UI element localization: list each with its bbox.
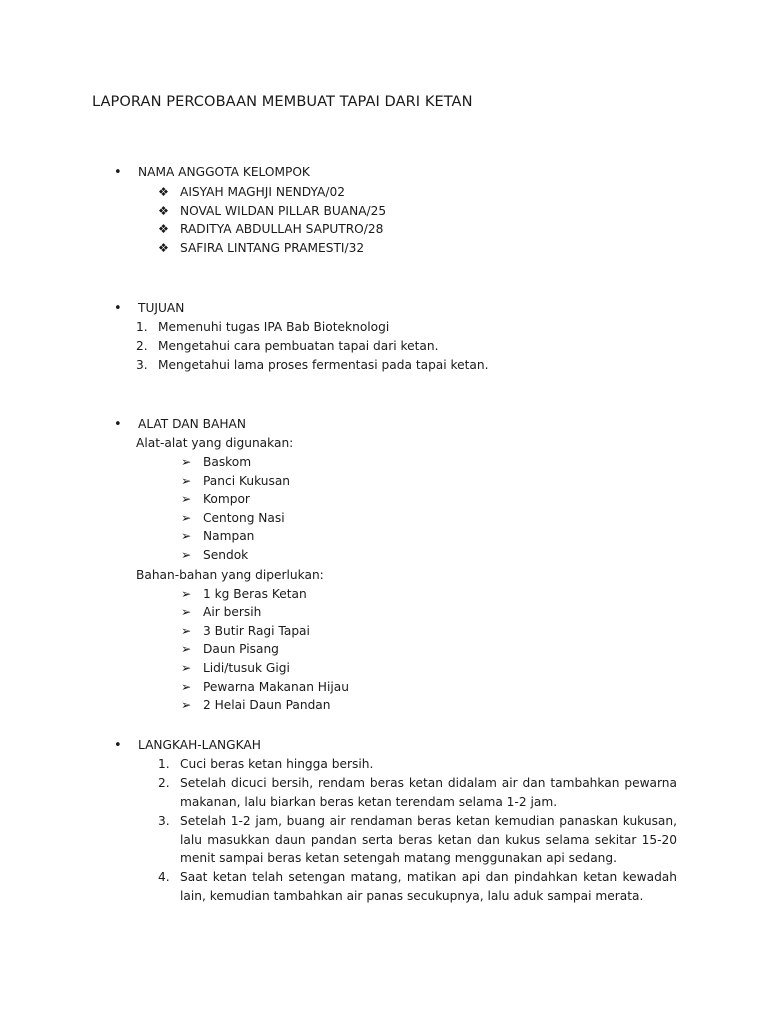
step-number: 2.	[158, 776, 170, 790]
document-title: LAPORAN PERCOBAAN MEMBUAT TAPAI DARI KETAN	[92, 93, 473, 110]
heading-text: LANGKAH-LANGKAH	[138, 738, 261, 752]
step-text: Setelah 1-2 jam, buang air rendaman beras ketan kemudian panaskan kukusan, lalu masukkan daun pandan serta beras ketan dan kukus selama sekitar 15-20 menit sampai beras ketan setengah matang menggunakan api sedang.	[180, 814, 677, 866]
arrow-icon: ➢	[181, 474, 192, 488]
step-number: 3.	[158, 814, 170, 828]
diamond-icon: ❖	[158, 222, 169, 236]
step-text: Setelah dicuci bersih, rendam beras ketan didalam air dan tambahkan pewarna makanan, lalu biarkan beras ketan terendam selama 1-2 jam.	[180, 776, 677, 809]
material-name: 1 kg Beras Ketan	[203, 587, 307, 601]
step-text: Saat ketan telah setengan matang, matikan api dan pindahkan ketan kewadah lain, kemudian tambahkan air panas secukupnya, lalu aduk sampai merata.	[180, 870, 677, 903]
bullet-icon: •	[114, 738, 122, 753]
tool-name: Centong Nasi	[203, 511, 285, 525]
arrow-icon: ➢	[181, 698, 192, 712]
item-text: Mengetahui lama proses fermentasi pada tapai ketan.	[158, 358, 489, 372]
item-text: Memenuhi tugas IPA Bab Bioteknologi	[158, 320, 390, 334]
arrow-icon: ➢	[181, 642, 192, 656]
diamond-icon: ❖	[158, 185, 169, 199]
item-text: Mengetahui cara pembuatan tapai dari ketan.	[158, 339, 439, 353]
member-name: AISYAH MAGHJI NENDYA/02	[180, 185, 345, 199]
step-text: Cuci beras ketan hingga bersih.	[180, 757, 374, 771]
item-number: 3.	[136, 358, 148, 372]
item-number: 2.	[136, 339, 148, 353]
member-name: SAFIRA LINTANG PRAMESTI/32	[180, 241, 365, 255]
step-number: 4.	[158, 870, 170, 884]
material-name: Lidi/tusuk Gigi	[203, 661, 290, 675]
arrow-icon: ➢	[181, 511, 192, 525]
bullet-icon: •	[114, 165, 122, 180]
tool-name: Panci Kukusan	[203, 474, 291, 488]
tool-name: Kompor	[203, 492, 250, 506]
section-heading-alat-bahan	[114, 417, 246, 432]
heading-text: TUJUAN	[138, 301, 185, 315]
material-name: Daun Pisang	[203, 642, 279, 656]
bullet-icon: •	[114, 301, 122, 316]
heading-text: ALAT DAN BAHAN	[138, 417, 246, 431]
diamond-icon: ❖	[158, 241, 169, 255]
tool-name: Baskom	[203, 455, 252, 469]
arrow-icon: ➢	[181, 661, 192, 675]
arrow-icon: ➢	[181, 548, 192, 562]
item-number: 1.	[136, 320, 148, 334]
arrow-icon: ➢	[181, 587, 192, 601]
bullet-icon: •	[114, 417, 122, 432]
arrow-icon: ➢	[181, 492, 192, 506]
arrow-icon: ➢	[181, 680, 192, 694]
diamond-icon: ❖	[158, 204, 169, 218]
material-name: Pewarna Makanan Hijau	[203, 680, 349, 694]
tool-name: Sendok	[203, 548, 249, 562]
material-name: 3 Butir Ragi Tapai	[203, 624, 310, 638]
heading-text: NAMA ANGGOTA KELOMPOK	[138, 165, 310, 179]
arrow-icon: ➢	[181, 605, 192, 619]
material-name: Air bersih	[203, 605, 262, 619]
arrow-icon: ➢	[181, 455, 192, 469]
materials-label: Bahan-bahan yang diperlukan:	[136, 568, 324, 582]
tools-label: Alat-alat yang digunakan:	[136, 436, 294, 450]
arrow-icon: ➢	[181, 529, 192, 543]
tool-name: Nampan	[203, 529, 255, 543]
section-heading-anggota	[114, 165, 310, 180]
section-heading-langkah	[114, 738, 261, 753]
step-number: 1.	[158, 757, 170, 771]
member-name: NOVAL WILDAN PILLAR BUANA/25	[180, 204, 387, 218]
material-name: 2 Helai Daun Pandan	[203, 698, 331, 712]
section-heading-tujuan	[114, 301, 185, 316]
member-name: RADITYA ABDULLAH SAPUTRO/28	[180, 222, 384, 236]
arrow-icon: ➢	[181, 624, 192, 638]
